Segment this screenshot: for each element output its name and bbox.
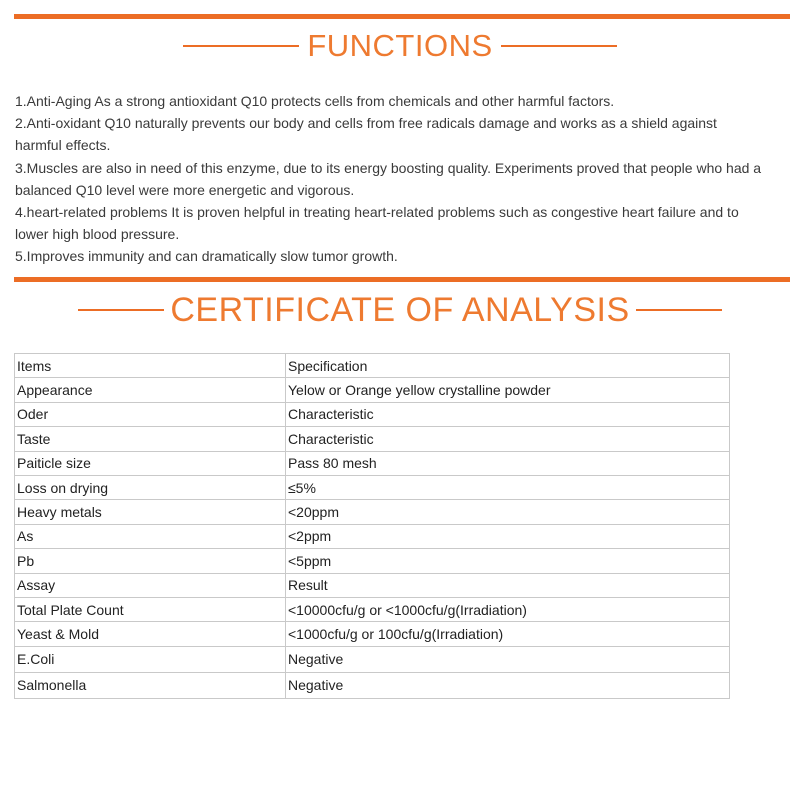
spec-cell: <2ppm	[286, 524, 730, 548]
functions-line: balanced Q10 level were more energetic and vigorous.	[15, 181, 355, 198]
spec-cell: ≤5%	[286, 475, 730, 499]
table-row	[15, 573, 730, 597]
spec-cell: Characteristic	[286, 427, 730, 451]
item-cell: Loss on drying	[15, 475, 286, 499]
item-cell: Oder	[15, 402, 286, 426]
item-cell: Total Plate Count	[15, 597, 286, 621]
functions-line: lower high blood pressure.	[15, 226, 180, 243]
functions-heading	[0, 28, 800, 64]
functions-line: 2.Anti-oxidant Q10 naturally prevents our body and cells from free radicals damage and works as a shield against	[15, 115, 717, 132]
top-divider	[14, 14, 790, 19]
analysis-table	[14, 353, 730, 699]
table-row	[15, 646, 730, 672]
functions-line: 5.Improves immunity and can dramatically slow tumor growth.	[15, 248, 398, 265]
certificate-heading	[0, 290, 800, 330]
table-row	[15, 597, 730, 621]
item-cell: Yeast & Mold	[15, 622, 286, 646]
table-row	[15, 402, 730, 426]
item-cell: E.Coli	[15, 646, 286, 672]
item-cell: Assay	[15, 573, 286, 597]
item-cell: Taste	[15, 427, 286, 451]
spec-cell: <1000cfu/g or 100cfu/g(Irradiation)	[286, 622, 730, 646]
functions-line: 4.heart-related problems It is proven helpful in treating heart-related problems such as congestive heart failure and to	[15, 204, 739, 221]
item-cell: Pb	[15, 549, 286, 573]
table-row	[15, 451, 730, 475]
functions-list	[15, 90, 800, 268]
item-cell: Salmonella	[15, 672, 286, 698]
item-cell: Heavy metals	[15, 500, 286, 524]
item-cell: Items	[15, 354, 286, 378]
table-row	[15, 378, 730, 402]
functions-line: 3.Muscles are also in need of this enzyme, due to its energy boosting quality. Experiments proved that people who had a	[15, 159, 762, 176]
spec-cell: Result	[286, 573, 730, 597]
table-row	[15, 524, 730, 548]
heading-line-right	[501, 45, 617, 47]
table-row	[15, 354, 730, 378]
table-row	[15, 475, 730, 499]
table-row	[15, 549, 730, 573]
spec-cell: Negative	[286, 672, 730, 698]
middle-divider	[14, 277, 790, 282]
table-row	[15, 500, 730, 524]
heading-line-left	[183, 45, 299, 47]
item-cell: As	[15, 524, 286, 548]
spec-cell: Pass 80 mesh	[286, 451, 730, 475]
spec-cell: <10000cfu/g or <1000cfu/g(Irradiation)	[286, 597, 730, 621]
functions-title: FUNCTIONS	[307, 28, 493, 63]
spec-cell: Specification	[286, 354, 730, 378]
item-cell: Appearance	[15, 378, 286, 402]
spec-cell: Negative	[286, 646, 730, 672]
spec-cell: Yelow or Orange yellow crystalline powder	[286, 378, 730, 402]
spec-cell: <5ppm	[286, 549, 730, 573]
item-cell: Paiticle size	[15, 451, 286, 475]
table-row	[15, 672, 730, 698]
heading-line-left	[78, 309, 164, 311]
spec-cell: <20ppm	[286, 500, 730, 524]
certificate-title: CERTIFICATE OF ANALYSIS	[170, 290, 630, 329]
spec-cell: Characteristic	[286, 402, 730, 426]
table-row	[15, 427, 730, 451]
table-row	[15, 622, 730, 646]
heading-line-right	[636, 309, 722, 311]
functions-line: harmful effects.	[15, 137, 111, 154]
functions-line: 1.Anti-Aging As a strong antioxidant Q10 protects cells from chemicals and other harmful factors.	[15, 93, 615, 109]
